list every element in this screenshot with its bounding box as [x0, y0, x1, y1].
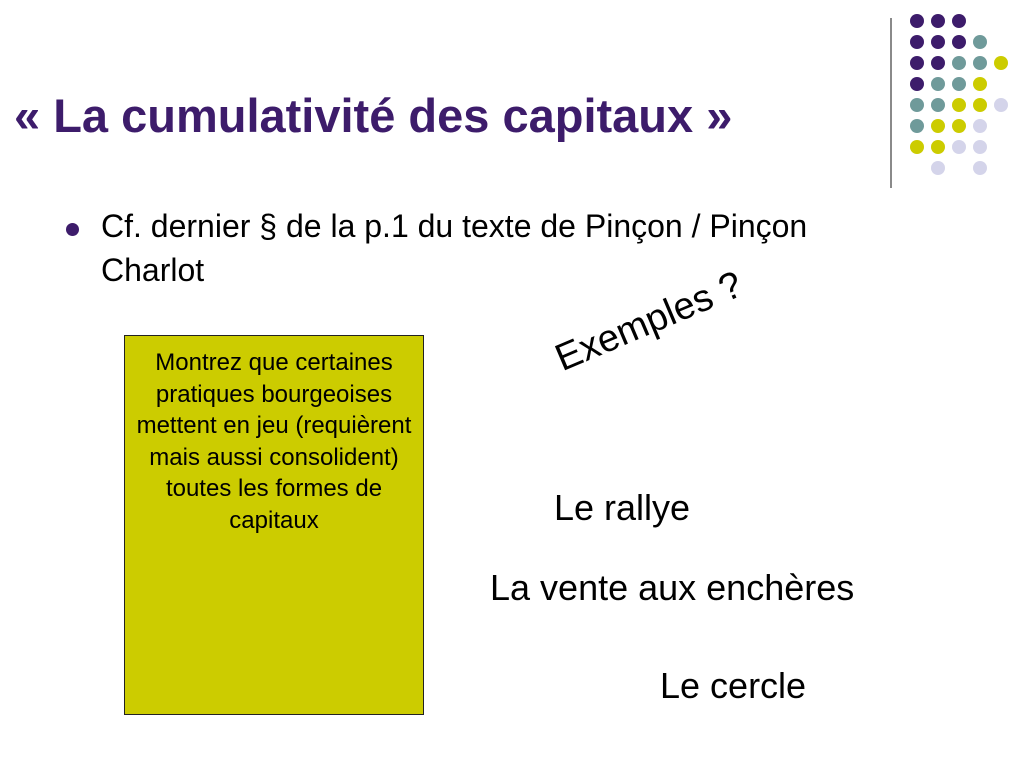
decor-dot-icon — [952, 140, 966, 154]
decor-dot-icon — [931, 140, 945, 154]
decor-dot-icon — [952, 119, 966, 133]
decor-dot-icon — [931, 98, 945, 112]
question-textbox: Montrez que certaines pratiques bourgeoises mettent en jeu (requièrent mais aussi consolident) toutes les formes de capitaux — [124, 335, 424, 715]
decor-dot-icon — [910, 56, 924, 70]
decor-dot-icon — [952, 98, 966, 112]
bullet-marker-icon — [66, 223, 79, 236]
decor-dot-icon — [952, 56, 966, 70]
examples-prompt: Exemples ? — [549, 263, 749, 380]
decor-dot-icon — [973, 35, 987, 49]
example-rallye: Le rallye — [554, 487, 691, 528]
decor-dot-icon — [973, 119, 987, 133]
decor-dot-icon — [952, 14, 966, 28]
decor-dot-icon — [910, 119, 924, 133]
decor-dot-icon — [973, 98, 987, 112]
decor-dot-icon — [910, 77, 924, 91]
decor-dot-icon — [952, 77, 966, 91]
bullet-text: Cf. dernier § de la p.1 du texte de Pinçon / Pinçon Charlot — [101, 208, 808, 288]
vertical-divider — [890, 18, 892, 188]
decor-dot-icon — [910, 35, 924, 49]
decor-dot-icon — [931, 119, 945, 133]
decor-dot-icon — [994, 98, 1008, 112]
decor-dot-icon — [952, 35, 966, 49]
example-cercle: Le cercle — [660, 665, 807, 706]
decor-dot-icon — [931, 161, 945, 175]
decor-dot-icon — [931, 14, 945, 28]
decor-dot-icon — [931, 56, 945, 70]
decor-dot-icon — [973, 56, 987, 70]
decor-dot-icon — [910, 14, 924, 28]
decor-dot-icon — [931, 35, 945, 49]
decor-dot-icon — [973, 161, 987, 175]
slide-title: « La cumulativité des capitaux » — [14, 89, 733, 142]
example-vente-aux-encheres: La vente aux enchères — [490, 567, 855, 608]
decor-dot-icon — [973, 140, 987, 154]
decor-dot-icon — [994, 56, 1008, 70]
decor-dot-icon — [973, 77, 987, 91]
decor-dot-icon — [931, 77, 945, 91]
decorative-dot-grid — [910, 14, 1010, 164]
decor-dot-icon — [910, 140, 924, 154]
decor-dot-icon — [910, 98, 924, 112]
